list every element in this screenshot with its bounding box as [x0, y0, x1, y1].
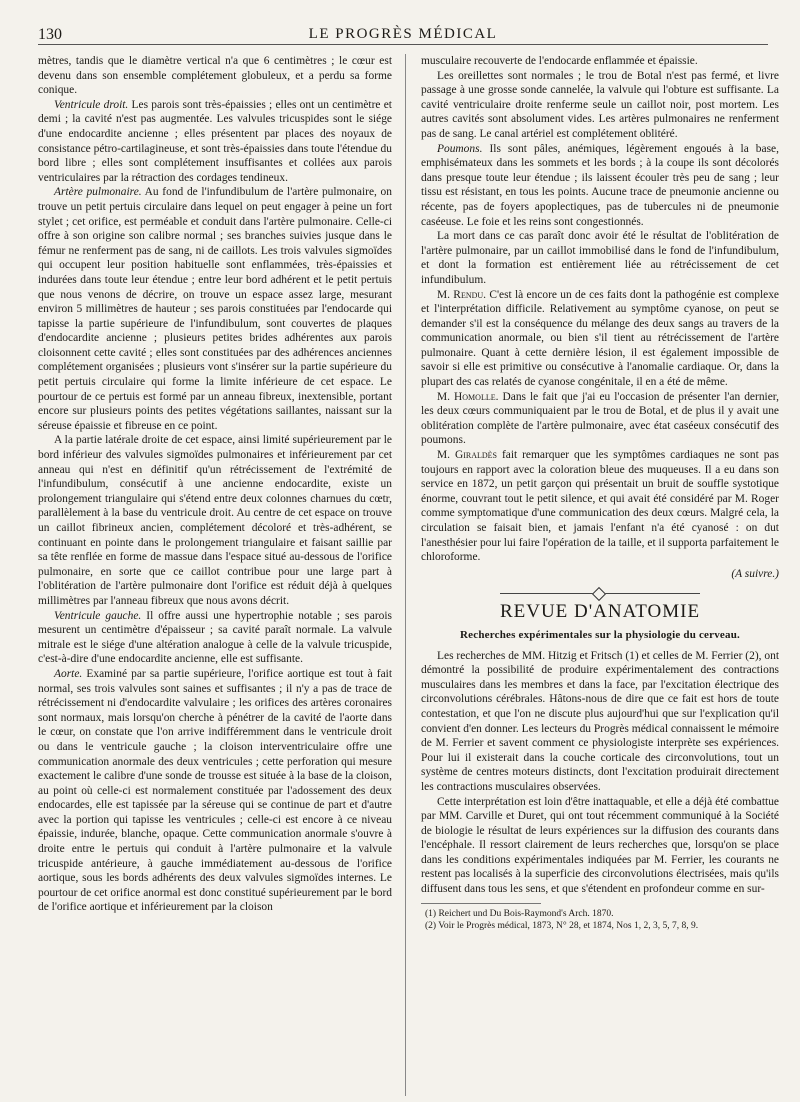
paragraph-heading: Poumons.: [437, 142, 483, 155]
article-title: Recherches expérimentales sur la physiologie du cerveau.: [460, 628, 740, 641]
artere-pulmonaire-paragraph: Artère pulmonaire. Au fond de l'infundibulum de l'artère pulmonaire, on trouve un petit pertuis circulaire dans lequel on peut engager à peine un fort stylet ; cet orifice, est perméable et conduit dans l'artère pulmonaire. Celle-ci offre à son origine son calibre normal ; ses branches suivies jusque dans le fémur ne renferment pas de sang, ni de caillots. Les trois valvules sigmoïdes qui occupent leur position habituelle sont enflammées, très-épaissies et indurées dans toute leur étendue ; entre leur bord adhérent et le petit pertuis que nous venons de décrire, on trouve un espace assez large, mesurant environ 5 millimètres de hauteur ; ses parois constituées par l'endocarde qui tapisse la partie supérieure de l'infundibulum, sont couvertes de plaques d'endocardite ancienne ; plusieurs petites brides adhérentes aux parois cloisonnent cette cavité ; elles sont constituées par des adhérences anciennes complétement organisées ; plusieurs vont s'insérer sur la partie supérieure du petit pertuis circulaire qui forme la limite inférieure de cet espace. Le pourtour de ce pertuis est formé par un anneau fibreux, inextensible, portant encore sur plusieurs points des petites végétations saillantes, naissant sur la séreuse épaissie et fibreuse en ce point.: [38, 186, 392, 432]
paragraph-heading: Ventricule gauche.: [54, 609, 142, 622]
section-ornament: [500, 589, 700, 599]
column-divider: [405, 54, 406, 1096]
paragraph-heading: Aorte.: [54, 667, 83, 680]
speaker-paragraph: M. Giraldès fait remarquer que les symptômes cardiaques ne sont pas toujours en rapport avec la coloration bleue des muqueuses. Il a eu dans son service en 1872, un petit garçon qui présentait un bruit de souffle systotique énorme, couvrant tout le petit silence, et qui avait été considéré par M. Roger comme symptomatique d'une communication des deux cœurs. Malgré cela, la circulation se faisait bien, et jamais l'enfant n'a été cyanosé : on dut l'anesthésier pour lui faire l'opération de la taille, et il supporta parfaitement le chloroforme.: [421, 449, 779, 564]
speaker-paragraph: M. Homolle. Dans le fait que j'ai eu l'occasion de présenter l'an dernier, les deux cœurs communiquaient par le trou de Botal, et de plus il y avait une oblitération complète de l'artère pulmonaire, avec état caséeux consécutif des poumons.: [421, 390, 780, 447]
article-paragraph: Les recherches de MM. Hitzig et Fritsch (1) et celles de M. Ferrier (2), ont démontré la possibilité de produire expérimentalement des contractions musculaires dans les membres et dans la face, par l'excitation électrique des circonvolutions cérébrales. Hâtons-nous de dire que ce fait est hors de toute contestation, et que l'on ne discute plus aujourd'hui que sur l'explication qu'il convient d'en donner. Les lecteurs du Progrès médical connaissent le mémoire de M. Ferrier et savent comment ce physiologiste interprète ses expériences. Pour lui il existerait dans la couche corticale des circonvolutions, tout un système de centres moteurs distincts, dont l'excitation produirait directement les contractions musculaires observées.: [421, 649, 779, 793]
paragraph-heading: Artère pulmonaire.: [54, 186, 142, 199]
speaker-name: M. Homolle.: [437, 390, 499, 403]
speaker-name: M. Giraldès: [437, 449, 498, 462]
page-header: [38, 22, 768, 44]
header-rule: [38, 44, 768, 45]
article-paragraph: Cette interprétation est loin d'être inattaquable, et elle a déjà été combattue par MM. Carville et Duret, qui ont tout récemment communiqué à la Société de biologie le résultat de leurs expériences sur la diffusion des courants dans l'encéphale. Il ressort clairement de leurs recherches que, lorsqu'on se place dans les conditions expérimentales indiquées par M. Ferrier, les courants ne restent pas localisés à la superficie des circonvolutions électrisées, mais qu'ils diffusent dans tous les sens, et que s'étendent en profondeur comme en sur-: [421, 795, 779, 896]
speaker-name: M. Rendu.: [437, 288, 487, 301]
to-be-continued: (A suivre.): [731, 567, 779, 580]
ventricule-gauche-paragraph: Ventricule gauche. Il offre aussi une hypertrophie notable ; ses parois mesurent un centimètre d'épaisseur ; sa cavité paraît normale. La valvule mitrale est le siége d'une altération analogue à celle de la valvule tricuspide, c'est-à-dire d'une endocardite ancienne, elle est suffisante.: [38, 609, 392, 666]
body-paragraph: La mort dans ce cas paraît donc avoir été le résultat de l'oblitération de l'artère pulmonaire, par un caillot immobilisé dans le fond de l'infundibulum, et dont la formation est entièrement liée au rétrécissement de cet infundibulum.: [421, 230, 779, 286]
continuation-paragraph: musculaire recouverte de l'endocarde enflammée et épaissie.: [421, 55, 698, 67]
speaker-paragraph: M. Rendu. C'est là encore un de ces faits dont la pathogénie est complexe et l'interprétation difficile. Relativement au symptôme cyanose, on peut se demander s'il est la conséquence du mélange des deux sangs au travers de la communication anormale, ou bien s'il tient au rétrécissement de l'artère pulmonaire. Quant à cette dernière lésion, il est également impossible de savoir si elle est primitive ou consécutive à l'anomalie cardiaque. Or, dans la plupart des cas relatés de cyanose congénitale, il en a été de même.: [421, 288, 779, 389]
body-paragraph: Les oreillettes sont normales ; le trou de Botal n'est pas fermé, et livre passage à une grosse sonde cannelée, la valvule qui l'obture est suffisante. La cavité ventriculaire droite renferme seule un caillot noir, post mortem. Les autres cavités sont absolument vides. Les artères pulmonaires ne renferment pas de sang. Le canal artériel est complétement oblitéré.: [421, 69, 779, 140]
footnote: (2) Voir le Progrès médical, 1873, N° 28, et 1874, Nos 1, 2, 3, 5, 7, 8, 9.: [425, 921, 699, 932]
diamond-ornament-icon: [592, 587, 606, 601]
left-column: [38, 54, 392, 915]
journal-title: LE PROGRÈS MÉDICAL: [308, 26, 498, 42]
ventricule-droit-paragraph: Ventricule droit. Les parois sont très-épaissies ; elles ont un centimètre et demi ; la cavité n'est pas augmentée. Les valvules tricuspides sont le siége d'une endocardite ancienne ; elles présentent par places des noyaux de consistance pétro-cartilagineuse, et sont très-épaissies dans toute l'étendue du bord libre ; elles sont complétement insuffisantes et collées aux parois ventriculaires par la rétraction des cordages tendineux.: [38, 98, 392, 184]
paragraph-heading: Ventricule droit.: [54, 98, 129, 111]
footnote-rule: [421, 903, 541, 904]
aorte-paragraph: Aorte. Examiné par sa partie supérieure, l'orifice aortique est tout à fait normal, ses trois valvules sont saines et suffisantes ; il n'y a pas de trace de rétrécissement ni d'endocardite valvulaire ; les orifices des artères coronaires sont normaux, mais lorsqu'on cherche à pénétrer de la cavité de l'aorte dans le cœur, on constate que l'on arrive indifféremment dans le ventricule droit ou dans le ventricule gauche ; la cloison interventriculaire offre une communication anormale des deux ventricules ; cette perforation qui mesure exactement le calibre d'une sonde de trousse est située à la base de la cloison, au point où celle-ci est normalement constituée par l'adossement des deux endocardes, elle est tapissée par la séreuse qui se continue de part et d'autre avec la portion qui tapisse les ventricules ; celle-ci est encore à ce niveau épaissie, indurée, blanche, opaque. Cette communication anormale s'ouvre à droite entre le pertuis qui conduit à l'artère pulmonaire et la valvule tricuspide antérieure, à gauche immédiatement au-dessous de l'orifice aortique, sous les bords adhérents des deux valvules sigmoïdes internes. Le pourtour de cet orifice anormal est donc constitué supérieurement par le bord de l'orifice aortique et inférieurement par la cloison: [38, 667, 392, 914]
right-column: [421, 54, 779, 933]
page-number: 130: [38, 26, 62, 43]
continuation-paragraph: mètres, tandis que le diamètre vertical n'a que 6 centimètres ; le cœur est devenu dans son ensemble complétement globuleux, et a perdu sa forme conique.: [38, 55, 392, 97]
section-title: REVUE D'ANATOMIE: [499, 601, 701, 623]
poumons-paragraph: Poumons. Ils sont pâles, anémiques, légèrement engoués à la base, emphisémateux dans les sommets et les bords ; à la coupe ils sont décolorés dans presque toute leur étendue ; ils laissent écouler très peu de sang ; leur tissu est résistant, en tous les points. Aucune trace de pneumonie ancienne ou récente, pas de foyers apoplectiques, pas de tubercules ni de pneumonie caséeuse. Le foie et les reins sont congestionnés.: [421, 142, 779, 228]
footnote: (1) Reichert und Du Bois-Raymond's Arch. 1870.: [425, 908, 614, 919]
body-paragraph: A la partie latérale droite de cet espace, ainsi limité supérieurement par le bord inférieur des valvules sigmoïdes pulmonaires et inférieurement par cet anneau qui n'est en définitif qu'un rétrécissement de l'extrémité de l'infundibulum, consécutif à une ancienne endocardite, existe un prolongement triangulaire qui s'étend entre deux colonnes charnues du cœtr, parallèlement à la base du ventricule droit. Au centre de cet espace on trouve un caillot fibrineux ancien, complétement décoloré et très-adhérent, se continuant en pointe dans le prolongement triangulaire et faisant saillie par sa tête renflée en forme de massue dans l'espace situé au-dessous de l'orifice pulmonaire, en sorte que ce caillot contribue pour une large part à l'oblitération de l'artère pulmonaire dont l'orifice est réduit déjà à quelques millimètres par l'anneau fibreux que nous avons décrit.: [38, 434, 392, 607]
